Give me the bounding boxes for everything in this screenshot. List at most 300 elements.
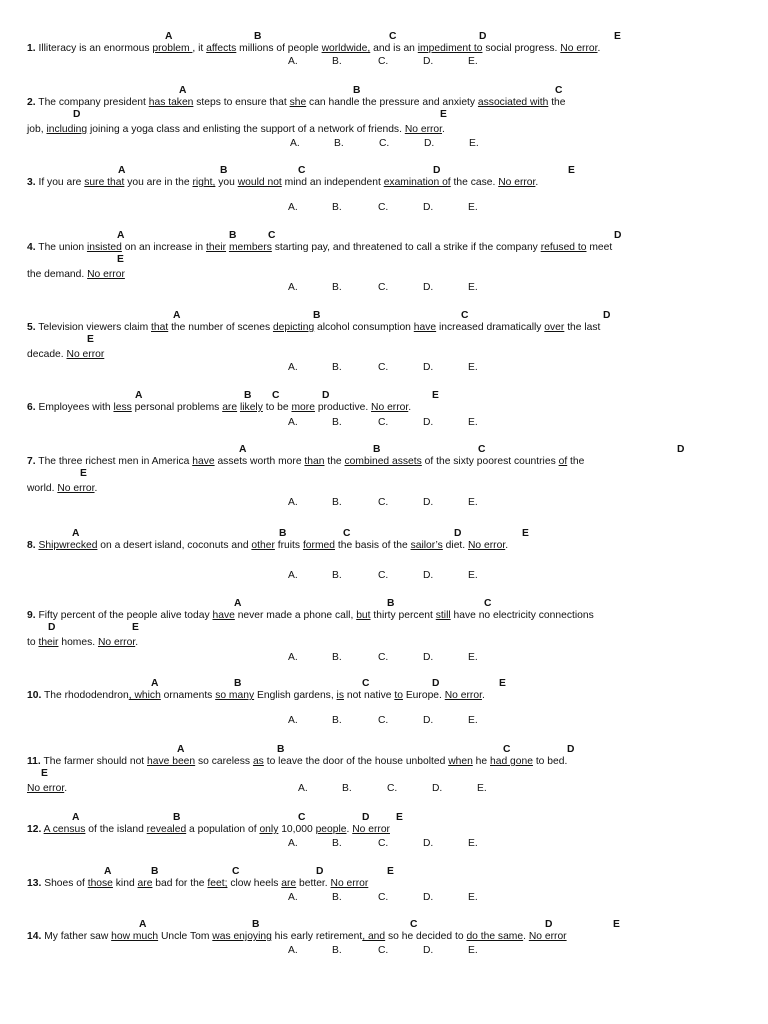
answer-choice-a[interactable]: A. [288, 892, 298, 903]
sentence-text: Television viewers claim [38, 322, 152, 333]
answer-choice-d[interactable]: D. [432, 783, 443, 794]
answer-choice-e[interactable]: E. [468, 56, 478, 67]
sentence-text: of the sixty poorest countries [421, 456, 559, 467]
segment-letter: B [373, 444, 381, 455]
answer-choices [0, 201, 768, 214]
segment-letter: B [220, 165, 228, 176]
segment-letter: D [48, 622, 56, 633]
sentence-text: not native [343, 690, 395, 701]
underlined-phrase: impediment to [417, 43, 483, 54]
underlined-phrase: sure that [84, 177, 125, 188]
question-number: 2. [27, 97, 36, 108]
answer-choice-a[interactable]: A. [288, 282, 298, 293]
answer-choice-b[interactable]: B. [332, 202, 342, 213]
segment-letter: C [503, 744, 511, 755]
underlined-phrase: No error [66, 349, 105, 360]
segment-letter: D [433, 165, 441, 176]
answer-choice-e[interactable]: E. [468, 892, 478, 903]
underlined-phrase: she [289, 97, 307, 108]
answer-choice-e[interactable]: E. [468, 715, 478, 726]
answer-choice-d[interactable]: D. [423, 715, 434, 726]
question-number: 6. [27, 402, 36, 413]
sentence-text: Shoes of [44, 878, 88, 889]
sentence-text: Fifty percent of the people alive today [38, 610, 213, 621]
segment-letter-row [0, 621, 768, 634]
answer-choice-a[interactable]: A. [288, 417, 298, 428]
sentence-text: increased dramatically [436, 322, 545, 333]
underlined-phrase: their [206, 242, 227, 253]
answer-choices [0, 944, 768, 957]
sentence-text: . [597, 43, 601, 54]
underlined-phrase: only [259, 824, 279, 835]
answer-choice-b[interactable]: B. [332, 282, 342, 293]
answer-choice-c[interactable]: C. [378, 202, 389, 213]
answer-choice-c[interactable]: C. [378, 570, 389, 581]
underlined-phrase: No error [97, 637, 136, 648]
underlined-phrase: , and [362, 931, 386, 942]
answer-choice-d[interactable]: D. [423, 838, 434, 849]
underlined-phrase: as [252, 756, 264, 767]
answer-choices [0, 782, 768, 795]
sentence-text: on an increase in [121, 242, 207, 253]
sentence-text: steps to ensure that [193, 97, 290, 108]
segment-letter: A [179, 85, 187, 96]
segment-letter: A [72, 812, 80, 823]
segment-letter: A [151, 678, 159, 689]
sentence-text: the [324, 456, 345, 467]
segment-letter: B [277, 744, 285, 755]
answer-choice-a[interactable]: A. [298, 783, 308, 794]
segment-letter: E [387, 866, 394, 877]
answer-choice-b[interactable]: B. [332, 362, 342, 373]
underlined-phrase: refused to [540, 242, 587, 253]
segment-letter: D [479, 31, 487, 42]
segment-letter: B [254, 31, 262, 42]
answer-choice-b[interactable]: B. [332, 417, 342, 428]
answer-choices [0, 361, 768, 374]
segment-letter: C [298, 812, 306, 823]
sentence-text: so careless [195, 756, 253, 767]
segment-letter: A [72, 528, 80, 539]
sentence-text: thirty percent [370, 610, 436, 621]
segment-letter: E [80, 468, 87, 479]
sentence-text: . [346, 824, 353, 835]
underlined-phrase: would not [237, 177, 282, 188]
underlined-phrase: A census [43, 824, 86, 835]
answer-choice-e[interactable]: E. [468, 282, 478, 293]
underlined-phrase: other [251, 540, 275, 551]
underlined-phrase: No error [371, 402, 409, 413]
sentence-text: of the island [85, 824, 147, 835]
underlined-phrase: have [192, 456, 215, 467]
sentence-text: you [215, 177, 238, 188]
answer-choices [0, 496, 768, 509]
question-number: 3. [27, 177, 36, 188]
sentence-text: to leave the door of the house unbolted [263, 756, 449, 767]
answer-choice-b[interactable]: B. [332, 56, 342, 67]
segment-letter: A [139, 919, 147, 930]
sentence-text: homes. [58, 637, 98, 648]
underlined-phrase: members [228, 242, 272, 253]
segment-letter: A [239, 444, 247, 455]
question-number: 7. [27, 456, 36, 467]
segment-letter-row [0, 333, 768, 346]
sentence-text: My father saw [44, 931, 112, 942]
sentence-text: bad for the [152, 878, 208, 889]
sentence-text: alcohol consumption [314, 322, 414, 333]
sentence-text: The three richest men in America [38, 456, 193, 467]
segment-letter: B [279, 528, 287, 539]
segment-letter-row [0, 767, 768, 780]
sentence-text: mind an independent [281, 177, 384, 188]
underlined-phrase: less [113, 402, 132, 413]
underlined-phrase: their [38, 637, 59, 648]
underlined-phrase: do the same [466, 931, 524, 942]
answer-choice-a[interactable]: A. [290, 138, 300, 149]
question-number: 8. [27, 540, 36, 551]
sentence-text: low heels [235, 878, 282, 889]
answer-choice-d[interactable]: D. [423, 945, 434, 956]
answer-choice-e[interactable]: E. [468, 202, 478, 213]
sentence-text: the last [564, 322, 601, 333]
underlined-phrase: depicting [272, 322, 315, 333]
segment-letter: C [484, 598, 492, 609]
sentence-text: joining a yoga class and enlisting the support of a network of friends. [87, 124, 405, 135]
answer-choice-e[interactable]: E. [468, 497, 478, 508]
underlined-phrase: sailor’s [410, 540, 443, 551]
sentence-text: the [548, 97, 566, 108]
sentence-text: better. [296, 878, 331, 889]
segment-letter: B [173, 812, 181, 823]
sentence-text: The company president [38, 97, 149, 108]
sentence-text: . [535, 177, 539, 188]
answer-choice-d[interactable]: D. [423, 362, 434, 373]
underlined-phrase: No error [404, 124, 443, 135]
question-number: 13. [27, 878, 42, 889]
answer-choice-e[interactable]: E. [469, 138, 479, 149]
answer-choice-c[interactable]: C. [378, 838, 389, 849]
answer-choice-c[interactable]: C. [378, 652, 389, 663]
sentence-text: and is an [370, 43, 418, 54]
question-sentence-continued [27, 123, 445, 136]
answer-choice-b[interactable]: B. [332, 945, 342, 956]
segment-letter: E [396, 812, 403, 823]
sentence-text: The union [38, 242, 87, 253]
sentence-text: If you are [38, 177, 85, 188]
underlined-phrase: have been [147, 756, 196, 767]
sentence-text: world. [27, 483, 58, 494]
sentence-text: starting pay, and threatened to call a strike if the company [271, 242, 541, 253]
underlined-phrase: No error [57, 483, 95, 494]
sentence-text: so he decided to [385, 931, 467, 942]
underlined-phrase: No error [27, 783, 65, 794]
underlined-phrase: than [304, 456, 325, 467]
underlined-phrase: combined assets [344, 456, 422, 467]
segment-letter: E [132, 622, 139, 633]
sentence-text: to be [262, 402, 292, 413]
answer-choice-e[interactable]: E. [468, 570, 478, 581]
segment-letter: C [343, 528, 351, 539]
underlined-phrase: No error [330, 878, 369, 889]
segment-letter: C [478, 444, 486, 455]
answer-choice-b[interactable]: B. [332, 838, 342, 849]
segment-letter: D [545, 919, 553, 930]
underlined-phrase: worldwide, [321, 43, 371, 54]
answer-choice-a[interactable]: A. [288, 56, 298, 67]
underlined-phrase: how much [111, 931, 159, 942]
question-number: 11. [27, 756, 41, 767]
answer-choice-d[interactable]: D. [423, 56, 434, 67]
segment-letter: B [353, 85, 361, 96]
underlined-phrase: that [151, 322, 169, 333]
answer-choices [0, 281, 768, 294]
answer-choice-e[interactable]: E. [477, 783, 487, 794]
question-number: 1. [27, 43, 36, 54]
sentence-text: diet. [442, 540, 468, 551]
sentence-text: Uncle Tom [158, 931, 213, 942]
segment-letter: E [440, 109, 447, 120]
sentence-text: kind [112, 878, 138, 889]
underlined-phrase: are [137, 878, 153, 889]
answer-choice-d[interactable]: D. [423, 570, 434, 581]
segment-letter: E [568, 165, 575, 176]
question-sentence-continued [27, 482, 97, 495]
underlined-phrase: associated with [477, 97, 549, 108]
answer-choice-d[interactable]: D. [423, 282, 434, 293]
segment-letter: E [614, 31, 621, 42]
answer-choice-a[interactable]: A. [288, 570, 298, 581]
question-number: 9. [27, 610, 36, 621]
underlined-phrase: Shipwrecked [38, 540, 98, 551]
answer-choice-c[interactable]: C. [378, 892, 389, 903]
segment-letter-row [0, 467, 768, 480]
question-sentence [27, 401, 411, 414]
answer-choice-a[interactable]: A. [288, 945, 298, 956]
answer-choice-e[interactable]: E. [468, 652, 478, 663]
segment-letter: E [522, 528, 529, 539]
underlined-phrase: but [356, 610, 371, 621]
sentence-text: to bed. [532, 756, 568, 767]
answer-choice-b[interactable]: B. [334, 138, 344, 149]
segment-letter: D [322, 390, 330, 401]
answer-choice-b[interactable]: B. [332, 497, 342, 508]
sentence-text: productive. [314, 402, 372, 413]
segment-letter: B [387, 598, 395, 609]
sentence-text: . [64, 783, 68, 794]
answer-choice-a[interactable]: A. [288, 497, 298, 508]
answer-choice-d[interactable]: D. [424, 138, 435, 149]
underlined-phrase: have [413, 322, 437, 333]
answer-choice-c[interactable]: C. [378, 362, 389, 373]
question-sentence-continued [27, 348, 104, 361]
sentence-text: c [230, 878, 236, 889]
underlined-phrase: those [87, 878, 113, 889]
underlined-phrase: are [222, 402, 238, 413]
sentence-text: . [505, 540, 509, 551]
answer-choice-a[interactable]: A. [288, 202, 298, 213]
answer-choice-e[interactable]: E. [468, 838, 478, 849]
underlined-phrase: No error [352, 824, 390, 835]
underlined-phrase: No error [498, 177, 536, 188]
sentence-text: Illiteracy is an enormous [38, 43, 153, 54]
sentence-text: decade. [27, 349, 67, 360]
segment-letter: D [567, 744, 575, 755]
segment-letter: D [677, 444, 685, 455]
segment-letter: B [252, 919, 260, 930]
segment-letter: B [244, 390, 252, 401]
sentence-text: the [567, 456, 585, 467]
question-number: 14. [27, 931, 42, 942]
sentence-text: the demand. [27, 269, 88, 280]
sentence-text: ornaments [160, 690, 216, 701]
sentence-text: Europe. [402, 690, 445, 701]
question-sentence [27, 823, 390, 836]
answer-choice-d[interactable]: D. [423, 497, 434, 508]
underlined-phrase: had gone [490, 756, 533, 767]
answer-choice-c[interactable]: C. [379, 138, 390, 149]
underlined-phrase: of [558, 456, 568, 467]
underlined-phrase: affects [206, 43, 237, 54]
sentence-text: . [135, 637, 139, 648]
segment-letter: B [229, 230, 237, 241]
answer-choice-c[interactable]: C. [378, 715, 389, 726]
underlined-phrase: examination of [383, 177, 451, 188]
underlined-phrase: so many [215, 690, 255, 701]
answer-choice-d[interactable]: D. [423, 892, 434, 903]
answer-choice-d[interactable]: D. [423, 202, 434, 213]
segment-letter: C [232, 866, 240, 877]
sentence-text: Employees with [38, 402, 114, 413]
question-sentence [27, 877, 368, 890]
answer-choices [0, 651, 768, 664]
answer-choice-b[interactable]: B. [342, 783, 352, 794]
underlined-phrase: including [46, 124, 88, 135]
underlined-phrase: have [212, 610, 235, 621]
segment-letter: E [613, 919, 620, 930]
sentence-text: . [94, 483, 98, 494]
sentence-text: The rhododendron [44, 690, 129, 701]
answer-choice-b[interactable]: B. [332, 892, 342, 903]
segment-letter: C [555, 85, 563, 96]
segment-letter: C [298, 165, 306, 176]
segment-letter: E [87, 334, 94, 345]
underlined-phrase: was enjoying [212, 931, 272, 942]
underlined-phrase: insisted [86, 242, 122, 253]
question-number: 12. [27, 824, 42, 835]
sentence-text: a population of [186, 824, 260, 835]
sentence-text: the number of scenes [168, 322, 273, 333]
question-sentence-continued [27, 268, 125, 281]
segment-letter: C [461, 310, 469, 321]
sentence-text: to [27, 637, 39, 648]
underlined-phrase: has taken [148, 97, 194, 108]
answer-choices [0, 416, 768, 429]
underlined-phrase: No error [560, 43, 598, 54]
question-sentence [27, 689, 485, 702]
segment-letter: B [151, 866, 159, 877]
question-sentence [27, 176, 538, 189]
sentence-text: can handle the pressure and anxiety [306, 97, 478, 108]
answer-choice-b[interactable]: B. [332, 570, 342, 581]
question-sentence [27, 539, 508, 552]
segment-letter: D [362, 812, 370, 823]
answer-choices [0, 891, 768, 904]
answer-choice-b[interactable]: B. [332, 652, 342, 663]
segment-letter: E [117, 254, 124, 265]
question-number: 4. [27, 242, 36, 253]
segment-letter: D [603, 310, 611, 321]
segment-letter: A [117, 230, 125, 241]
answer-choice-c[interactable]: C. [378, 497, 389, 508]
segment-letter: D [73, 109, 81, 120]
answer-choice-d[interactable]: D. [423, 417, 434, 428]
answer-choice-e[interactable]: E. [468, 362, 478, 373]
underlined-phrase: to [394, 690, 403, 701]
segment-letter: A [104, 866, 112, 877]
question-number: 5. [27, 322, 36, 333]
answer-choices [0, 837, 768, 850]
sentence-text: . [408, 402, 412, 413]
answer-choice-a[interactable]: A. [288, 652, 298, 663]
segment-letter: C [410, 919, 418, 930]
underlined-phrase: No error [444, 690, 482, 701]
question-sentence [27, 42, 600, 55]
sentence-text: English gardens, [254, 690, 337, 701]
segment-letter-row [0, 108, 768, 121]
answer-choice-a[interactable]: A. [288, 715, 298, 726]
underlined-phrase: still [435, 610, 451, 621]
answer-choice-e[interactable]: E. [468, 945, 478, 956]
underlined-phrase: No error [87, 269, 125, 280]
sentence-text: never made a phone call, [234, 610, 357, 621]
answer-choice-c[interactable]: C. [387, 783, 398, 794]
answer-choice-a[interactable]: A. [288, 362, 298, 373]
sentence-text: his early retirement [271, 931, 363, 942]
answer-choice-b[interactable]: B. [332, 715, 342, 726]
sentence-text: . [442, 124, 445, 135]
underlined-phrase: problem [152, 43, 193, 54]
segment-letter: E [499, 678, 506, 689]
segment-letter: B [313, 310, 321, 321]
segment-letter: A [177, 744, 185, 755]
sentence-text: fruits [274, 540, 303, 551]
sentence-text: on a desert island, coconuts and [97, 540, 252, 551]
sentence-text: job, [27, 124, 47, 135]
sentence-text: , it [192, 43, 207, 54]
underlined-phrase: is [336, 690, 344, 701]
segment-letter: D [432, 678, 440, 689]
question-sentence [27, 930, 567, 943]
answer-choice-e[interactable]: E. [468, 417, 478, 428]
segment-letter: A [135, 390, 143, 401]
underlined-phrase: No error [528, 931, 567, 942]
answer-choices [0, 55, 768, 68]
answer-choice-c[interactable]: C. [378, 56, 389, 67]
sentence-text: . [523, 931, 529, 942]
segment-letter: C [389, 31, 397, 42]
segment-letter-row [0, 253, 768, 266]
segment-letter: D [614, 230, 622, 241]
answer-choice-c[interactable]: C. [378, 417, 389, 428]
answer-choice-d[interactable]: D. [423, 652, 434, 663]
answer-choice-c[interactable]: C. [378, 945, 389, 956]
question-number: 10. [27, 690, 42, 701]
underlined-phrase: over [544, 322, 565, 333]
answer-choice-c[interactable]: C. [378, 282, 389, 293]
sentence-text: assets worth more [214, 456, 305, 467]
answer-choice-a[interactable]: A. [288, 838, 298, 849]
sentence-text: personal problems [131, 402, 223, 413]
